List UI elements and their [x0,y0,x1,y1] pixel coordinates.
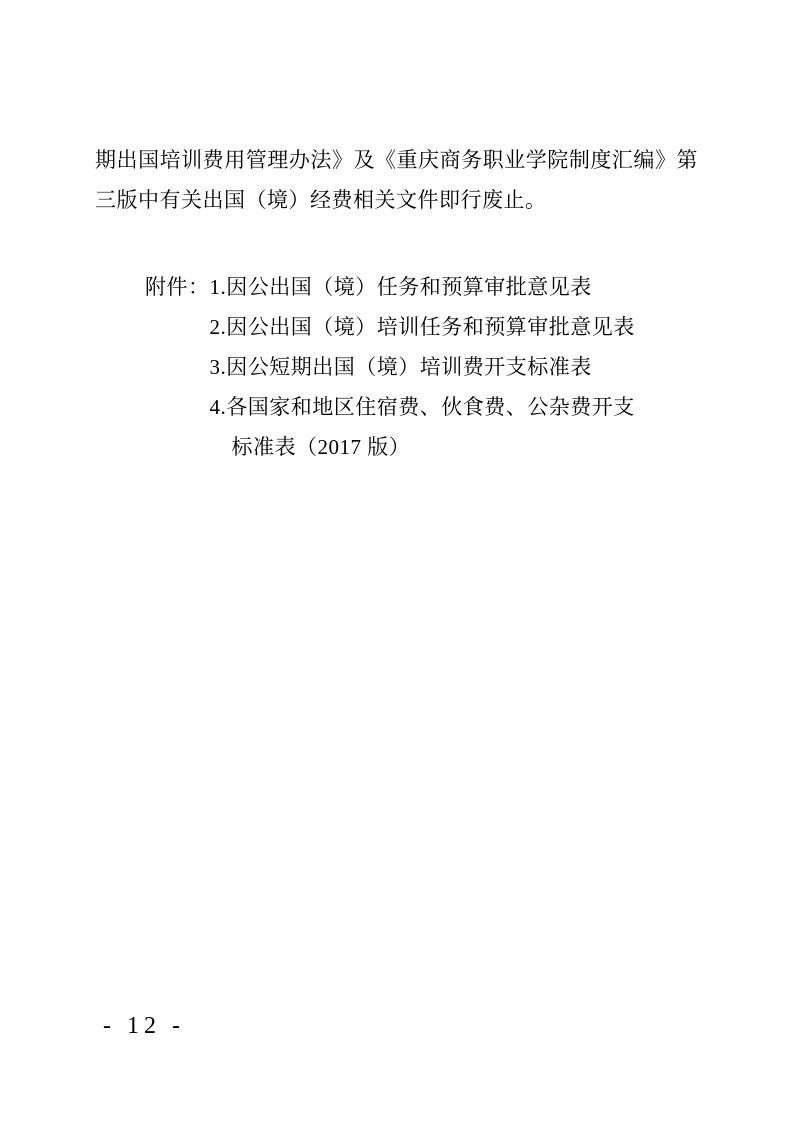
attachment-item-4-line-1: 4.各国家和地区住宿费、伙食费、公杂费开支 [209,395,635,419]
attachment-item-4-line-2: 标准表（2017 版） [231,435,411,459]
closing-paragraph: 期出国培训费用管理办法》及《重庆商务职业学院制度汇编》第三版中有关出国（境）经费相关文件即行废止。 [95,148,698,212]
attachments-list [210,267,635,467]
attachments-label: 附件： [145,275,210,299]
attachment-item-1: 1.因公出国（境）任务和预算审批意见表 [209,275,592,299]
page-body [95,140,698,467]
page-number: - 12 - [103,1013,185,1039]
attachment-item-3: 3.因公短期出国（境）培训费开支标准表 [209,355,592,379]
attachments-block [95,267,698,467]
attachment-item-2: 2.因公出国（境）培训任务和预算审批意见表 [209,315,635,339]
